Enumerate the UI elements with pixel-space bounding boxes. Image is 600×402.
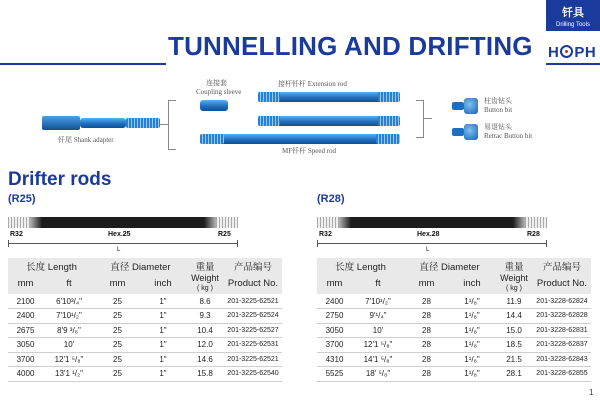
left-brace-stub bbox=[160, 124, 168, 125]
r25-dimension-line bbox=[8, 243, 238, 244]
r28-header-ft: ft bbox=[352, 273, 404, 294]
table-row: 3700 12'1 ⁵/₈" 28 1¹/₈" 18.5 201-3228-62837 bbox=[317, 338, 591, 353]
r25-header-weight: Weight ( kg ) bbox=[186, 273, 224, 294]
r25-right-end-label: R25 bbox=[218, 231, 231, 238]
shank-adapter-label: 钎尾 Shank adapter bbox=[58, 136, 114, 144]
r28-left-end-label: R32 bbox=[319, 231, 332, 238]
table-row: 4310 14'1 ⁵/₈" 28 1¹/₈" 21.5 201-3228-62843 bbox=[317, 352, 591, 367]
right-brace bbox=[416, 100, 424, 138]
page-number: 1 bbox=[589, 388, 594, 397]
table-row: 2675 8'9 ³/₈" 25 1" 10.4 201-3225-62527 bbox=[8, 323, 282, 338]
speed-rod-lower bbox=[200, 134, 400, 144]
r28-right-end-label: R28 bbox=[527, 231, 540, 238]
r25-rod-drawing bbox=[8, 211, 238, 257]
speed-rod-upper-thread-right bbox=[378, 116, 400, 126]
speed-rod-label: MF钎杆 Speed rod bbox=[282, 147, 337, 155]
r28-header-product-en: Product No. bbox=[533, 273, 591, 294]
extension-rod-label: 接杆钎杆 Extension rod bbox=[278, 80, 347, 88]
coupling-sleeve bbox=[200, 100, 228, 111]
r28-header-length: 长度 Length bbox=[317, 258, 404, 273]
retrac-bit bbox=[464, 124, 478, 140]
r28-rod-bar bbox=[317, 217, 547, 228]
r25-header-mm2: mm bbox=[95, 273, 140, 294]
r28-header-product-cn: 产品编号 bbox=[533, 258, 591, 273]
r28-length-label: L bbox=[426, 247, 430, 253]
right-brace-stub bbox=[424, 118, 432, 119]
button-bit-cn-label: 柱齿钻头 bbox=[484, 97, 512, 105]
title-rule-left bbox=[0, 63, 166, 65]
speed-rod-lower-thread-left bbox=[200, 134, 224, 144]
r25-rod-bar bbox=[8, 217, 238, 228]
retrac-bit-shank bbox=[452, 128, 464, 136]
r28-table bbox=[317, 258, 591, 382]
r28-subtitle: (R28) bbox=[317, 193, 345, 205]
extension-rod-thread-right bbox=[378, 92, 400, 102]
r25-left-end-label: R32 bbox=[10, 231, 23, 238]
shank-adapter-head bbox=[42, 116, 80, 130]
r25-middle-label: Hex.25 bbox=[108, 231, 131, 238]
r28-rod-drawing bbox=[317, 211, 547, 257]
extension-rod-thread-left bbox=[258, 92, 280, 102]
table-row: 2750 9'¹/₄" 28 1¹/₈" 14.4 201-3228-62828 bbox=[317, 309, 591, 324]
r28-header-inch: inch bbox=[449, 273, 495, 294]
retrac-bit-en-label: Retrac Button bit bbox=[484, 132, 533, 140]
shank-adapter-rod bbox=[80, 118, 126, 128]
r25-header-mm: mm bbox=[8, 273, 43, 294]
button-bit-en-label: Button bit bbox=[484, 106, 513, 114]
r28-header-weight: Weight ( kg ) bbox=[495, 273, 533, 294]
r25-header-weight-cn: 重量 bbox=[186, 258, 224, 273]
coupling-cn-label: 连接套 bbox=[206, 79, 227, 87]
r25-header-diameter: 直径 Diameter bbox=[95, 258, 186, 273]
corner-cn-label: 钎具 bbox=[562, 7, 584, 19]
logo-o-mark bbox=[560, 45, 573, 58]
speed-rod-upper-thread-left bbox=[258, 116, 280, 126]
table-row: 3700 12'1 ⁵/₈" 25 1" 14.6 201-3225-62521 bbox=[8, 352, 282, 367]
button-bit bbox=[464, 98, 478, 114]
company-logo: H PH bbox=[548, 44, 597, 61]
r25-header-ft: ft bbox=[43, 273, 95, 294]
r25-length-label: L bbox=[117, 247, 121, 253]
table-row: 3050 10' 28 1¹/₈" 15.0 201-3228-62831 bbox=[317, 323, 591, 338]
r25-table bbox=[8, 258, 282, 382]
r28-middle-label: Hex.28 bbox=[417, 231, 440, 238]
r25-header-product-cn: 产品编号 bbox=[224, 258, 282, 273]
shank-adapter-thread bbox=[126, 118, 160, 128]
r28-header-weight-cn: 重量 bbox=[495, 258, 533, 273]
speed-rod-lower-thread-right bbox=[376, 134, 400, 144]
table-row: 3050 10' 25 1" 12.0 201-3225-62531 bbox=[8, 338, 282, 353]
table-row: 2100 6'10³/₄" 25 1" 8.6 201-3225-62521 bbox=[8, 294, 282, 309]
r25-header-product-en: Product No. bbox=[224, 273, 282, 294]
section-title: Drifter rods bbox=[8, 169, 112, 190]
r25-header-length: 长度 Length bbox=[8, 258, 95, 273]
table-row: 4000 13'1 ¹/₂" 25 1" 15.8 201-3225-62540 bbox=[8, 367, 282, 382]
r25-subtitle: (R25) bbox=[8, 193, 36, 205]
table-row: 2400 7'10¹/₂" 25 1" 9.3 201-3225-62524 bbox=[8, 309, 282, 324]
r28-header-diameter: 直径 Diameter bbox=[404, 258, 495, 273]
title-rule-right bbox=[546, 63, 600, 65]
page-title: TUNNELLING AND DRIFTING bbox=[168, 31, 533, 61]
r28-header-mm: mm bbox=[317, 273, 352, 294]
brand-corner-badge bbox=[546, 0, 600, 31]
r25-header-inch: inch bbox=[140, 273, 186, 294]
retrac-bit-cn-label: 易退钻头 bbox=[484, 123, 512, 131]
button-bit-shank bbox=[452, 102, 464, 110]
r28-header-mm2: mm bbox=[404, 273, 449, 294]
table-row: 2400 7'10¹/₂" 28 1¹/₈" 11.9 201-3228-62824 bbox=[317, 294, 591, 309]
table-row: 5525 18' ⁵/₈" 28 1¹/₈" 28.1 201-3228-62855 bbox=[317, 367, 591, 382]
left-brace bbox=[168, 100, 176, 150]
r28-dimension-line bbox=[317, 243, 547, 244]
corner-en-label: Drilling Tools bbox=[556, 22, 590, 28]
coupling-en-label: Coupling sleeve bbox=[196, 88, 242, 96]
